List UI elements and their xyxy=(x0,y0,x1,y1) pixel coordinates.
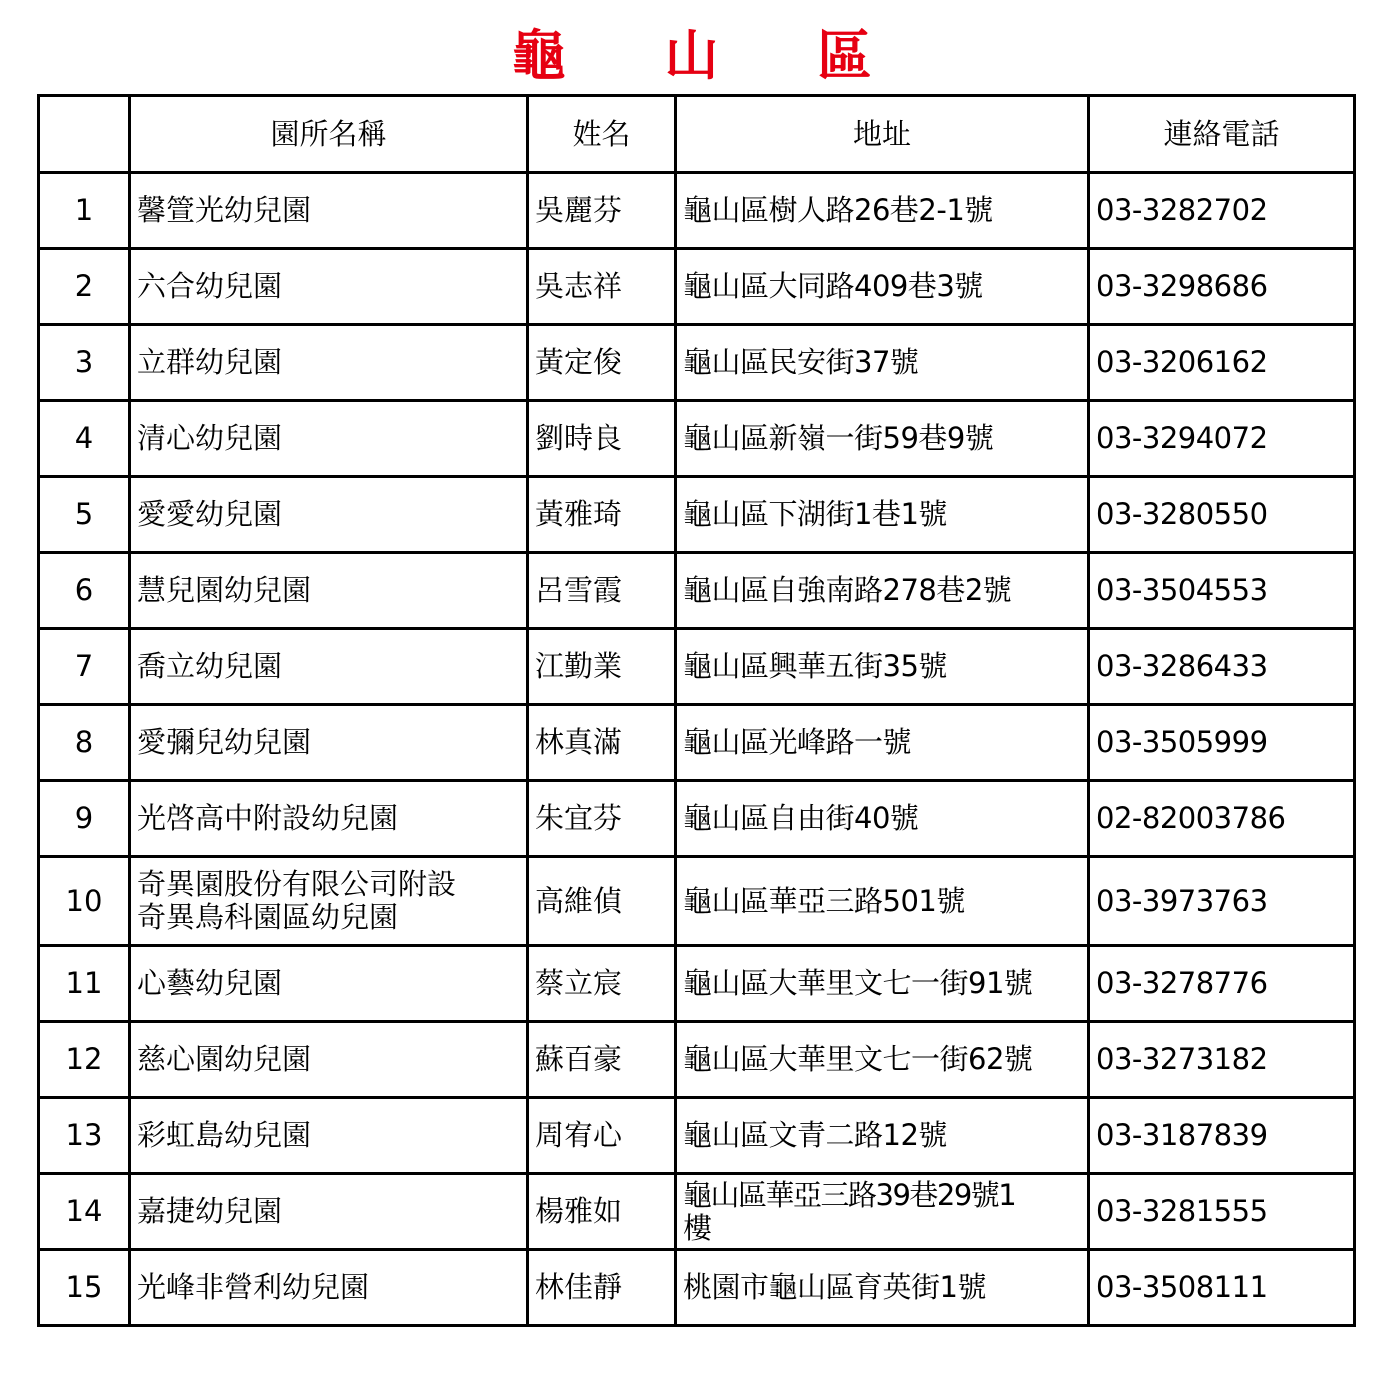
school-name-line: 奇異園股份有限公司附設 xyxy=(137,867,457,901)
row-number: 10 xyxy=(39,857,130,946)
table-row xyxy=(39,781,1355,857)
school-address: 龜山區大同路409巷3號 xyxy=(676,249,1089,325)
header-address: 地址 xyxy=(676,96,1089,173)
contact-person: 楊雅如 xyxy=(528,1174,676,1250)
row-number: 6 xyxy=(39,553,130,629)
contact-phone: 03-3286433 xyxy=(1089,629,1355,705)
contact-person: 呂雪霞 xyxy=(528,553,676,629)
contact-person: 蘇百豪 xyxy=(528,1022,676,1098)
table-row xyxy=(39,629,1355,705)
contact-person: 蔡立宸 xyxy=(528,946,676,1022)
header-person: 姓名 xyxy=(528,96,676,173)
contact-phone: 03-3505999 xyxy=(1089,705,1355,781)
school-address: 龜山區大華里文七一街91號 xyxy=(676,946,1089,1022)
contact-phone: 02-82003786 xyxy=(1089,781,1355,857)
row-number: 5 xyxy=(39,477,130,553)
school-name-line: 奇異鳥科園區幼兒園 xyxy=(137,900,399,934)
table-row xyxy=(39,553,1355,629)
contact-person: 吳志祥 xyxy=(528,249,676,325)
row-number: 12 xyxy=(39,1022,130,1098)
contact-phone: 03-3508111 xyxy=(1089,1250,1355,1326)
school-address-line: 龜山區華亞三路39巷29號1 xyxy=(683,1177,1016,1212)
school-name: 光峰非營利幼兒園 xyxy=(130,1250,528,1326)
header-phone: 連絡電話 xyxy=(1089,96,1355,173)
table-row xyxy=(39,249,1355,325)
school-address: 龜山區文青二路12號 xyxy=(676,1098,1089,1174)
row-number: 9 xyxy=(39,781,130,857)
contact-phone: 03-3282702 xyxy=(1089,173,1355,249)
contact-person: 周宥心 xyxy=(528,1098,676,1174)
table-header-row xyxy=(39,96,1355,173)
table-row xyxy=(39,1174,1355,1250)
header-name: 園所名稱 xyxy=(130,96,528,173)
table-row xyxy=(39,1022,1355,1098)
contact-person: 黃雅琦 xyxy=(528,477,676,553)
school-address-line: 樓 xyxy=(683,1210,712,1245)
contact-phone: 03-3280550 xyxy=(1089,477,1355,553)
contact-person: 高維偵 xyxy=(528,857,676,946)
row-number: 13 xyxy=(39,1098,130,1174)
school-name: 嘉捷幼兒園 xyxy=(130,1174,528,1250)
school-name: 愛愛幼兒園 xyxy=(130,477,528,553)
school-address: 龜山區新嶺一街59巷9號 xyxy=(676,401,1089,477)
contact-phone: 03-3298686 xyxy=(1089,249,1355,325)
contact-person: 吳麗芬 xyxy=(528,173,676,249)
contact-person: 黃定俊 xyxy=(528,325,676,401)
table-row xyxy=(39,173,1355,249)
table-row xyxy=(39,401,1355,477)
row-number: 1 xyxy=(39,173,130,249)
school-address: 龜山區興華五街35號 xyxy=(676,629,1089,705)
contact-phone: 03-3206162 xyxy=(1089,325,1355,401)
table-row xyxy=(39,1098,1355,1174)
school-name: 六合幼兒園 xyxy=(130,249,528,325)
school-address: 龜山區民安街37號 xyxy=(676,325,1089,401)
row-number: 2 xyxy=(39,249,130,325)
table-row xyxy=(39,477,1355,553)
school-name: 喬立幼兒園 xyxy=(130,629,528,705)
school-name: 彩虹島幼兒園 xyxy=(130,1098,528,1174)
school-name: 清心幼兒園 xyxy=(130,401,528,477)
school-name: 心藝幼兒園 xyxy=(130,946,528,1022)
school-address: 龜山區下湖街1巷1號 xyxy=(676,477,1089,553)
contact-phone: 03-3187839 xyxy=(1089,1098,1355,1174)
row-number: 3 xyxy=(39,325,130,401)
school-address: 龜山區光峰路一號 xyxy=(676,705,1089,781)
contact-phone: 03-3278776 xyxy=(1089,946,1355,1022)
school-address: 龜山區華亞三路501號 xyxy=(676,857,1089,946)
contact-person: 林真滿 xyxy=(528,705,676,781)
page-title: 龜 山 區 xyxy=(511,23,912,87)
row-number: 7 xyxy=(39,629,130,705)
table-row xyxy=(39,857,1355,946)
row-number: 4 xyxy=(39,401,130,477)
table-row xyxy=(39,946,1355,1022)
school-name: 馨箮光幼兒園 xyxy=(130,173,528,249)
table-row xyxy=(39,325,1355,401)
school-name: 慈心園幼兒園 xyxy=(130,1022,528,1098)
school-address: 桃園市龜山區育英街1號 xyxy=(676,1250,1089,1326)
school-name xyxy=(130,857,528,946)
school-name: 慧兒園幼兒園 xyxy=(130,553,528,629)
table-row xyxy=(39,1250,1355,1326)
row-number: 14 xyxy=(39,1174,130,1250)
contact-phone: 03-3273182 xyxy=(1089,1022,1355,1098)
contact-phone: 03-3973763 xyxy=(1089,857,1355,946)
row-number: 11 xyxy=(39,946,130,1022)
contact-person: 林佳靜 xyxy=(528,1250,676,1326)
contact-person: 江勤業 xyxy=(528,629,676,705)
school-address: 龜山區自由街40號 xyxy=(676,781,1089,857)
contact-phone: 03-3281555 xyxy=(1089,1174,1355,1250)
kindergarten-table xyxy=(37,94,1356,1327)
row-number: 8 xyxy=(39,705,130,781)
school-name: 立群幼兒園 xyxy=(130,325,528,401)
school-address: 龜山區自強南路278巷2號 xyxy=(676,553,1089,629)
contact-person: 劉時良 xyxy=(528,401,676,477)
school-name: 愛彌兒幼兒園 xyxy=(130,705,528,781)
contact-phone: 03-3504553 xyxy=(1089,553,1355,629)
school-address xyxy=(676,1174,1089,1250)
contact-person: 朱宜芬 xyxy=(528,781,676,857)
header-index xyxy=(39,96,130,173)
row-number: 15 xyxy=(39,1250,130,1326)
school-address: 龜山區樹人路26巷2-1號 xyxy=(676,173,1089,249)
contact-phone: 03-3294072 xyxy=(1089,401,1355,477)
school-address: 龜山區大華里文七一街62號 xyxy=(676,1022,1089,1098)
school-name: 光啓高中附設幼兒園 xyxy=(130,781,528,857)
table-row xyxy=(39,705,1355,781)
